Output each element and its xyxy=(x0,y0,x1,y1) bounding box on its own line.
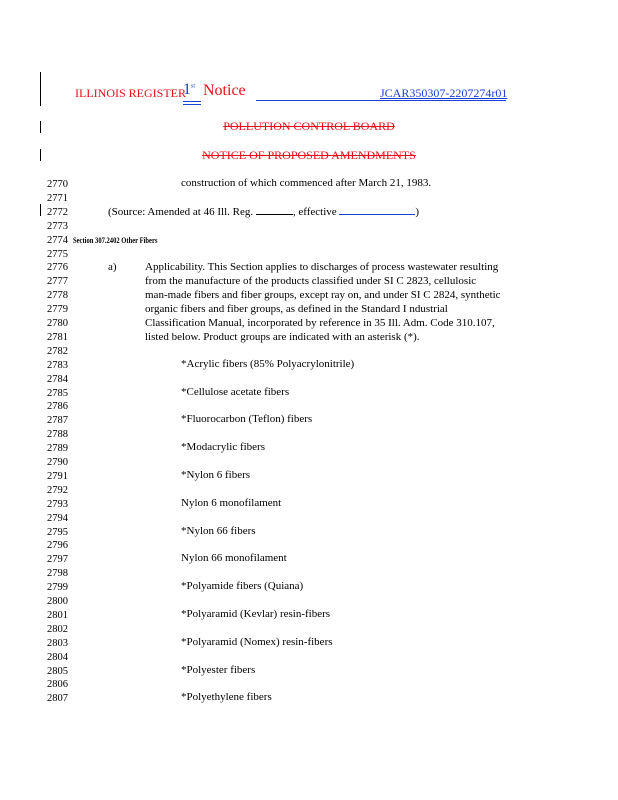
fiber-item: *Polyethylene fibers xyxy=(181,691,272,704)
fiber-item: *Nylon 66 fibers xyxy=(181,524,256,537)
line-number: 2771 xyxy=(47,192,68,204)
line-number: 2778 xyxy=(47,290,68,302)
line-number: 2798 xyxy=(47,568,68,580)
line-number: 2785 xyxy=(47,387,68,399)
fiber-item: *Polyaramid (Nomex) resin-fibers xyxy=(181,635,333,648)
source-note xyxy=(108,205,419,220)
line-number: 2799 xyxy=(47,582,68,594)
agency-name: POLLUTION CONTROL BOARD xyxy=(223,119,395,133)
line-number: 2774 xyxy=(47,234,68,246)
line-number: 2777 xyxy=(47,276,68,288)
line-number: 2807 xyxy=(47,693,68,705)
line-number: 2793 xyxy=(47,498,68,510)
line-number: 2783 xyxy=(47,359,68,371)
line-number: 2776 xyxy=(47,262,68,274)
source-text: (Source: Amended at 46 Ill. Reg. xyxy=(108,206,254,218)
fiber-item: Nylon 6 monofilament xyxy=(181,496,282,509)
line-number: 2801 xyxy=(47,609,68,621)
line-number: 2779 xyxy=(47,304,68,316)
change-bar xyxy=(40,72,41,106)
paragraph-label: a) xyxy=(108,261,117,273)
line-number: 2804 xyxy=(47,651,68,663)
paragraph-line: Applicability. This Section applies to discharges of process wastewater resulting xyxy=(145,261,499,273)
fiber-item: *Polyaramid (Kevlar) resin-fibers xyxy=(181,607,331,620)
line-number: 2780 xyxy=(47,318,68,329)
line-number: 2806 xyxy=(47,679,68,691)
register-page-blank xyxy=(256,205,293,215)
paragraph-line: man-made fibers and fiber groups, except ray on, and under SI C 2824, synthetic xyxy=(145,288,501,301)
source-effective: , effective xyxy=(292,206,337,218)
line-number: 2802 xyxy=(47,623,68,635)
paragraph-line: organic fibers and fiber groups, as defined in the Standard I ndustrial xyxy=(145,302,448,315)
fiber-item: *Polyamide fibers (Quiana) xyxy=(181,580,304,593)
line-number: 2792 xyxy=(47,484,68,496)
line-number: 2773 xyxy=(47,220,68,232)
notice-type: NOTICE OF PROPOSED AMENDMENTS xyxy=(202,148,416,162)
jcar-id: JCAR350307-2207274r01 xyxy=(380,86,508,100)
paragraph-line: Classification Manual, incorporated by reference in 35 Ill. Adm. Code 310.107, xyxy=(145,316,495,329)
line-number: 2795 xyxy=(47,526,68,538)
fiber-item: *Nylon 6 fibers xyxy=(181,468,251,481)
fiber-item: *Acrylic fibers (85% Polyacrylonitrile) xyxy=(181,357,355,370)
line-number: 2788 xyxy=(47,429,68,441)
line-number: 2772 xyxy=(47,206,68,218)
line-number: 2796 xyxy=(47,540,68,552)
fiber-item: *Modacrylic fibers xyxy=(181,441,265,454)
change-bar xyxy=(40,204,41,216)
source-close: ) xyxy=(415,206,420,218)
section-heading: Section 307.2402 Other Fibers xyxy=(73,236,158,245)
line-number: 2800 xyxy=(47,596,68,607)
fiber-item: Nylon 66 monofilament xyxy=(181,552,287,565)
line-number: 2781 xyxy=(47,331,68,343)
page-number xyxy=(183,81,195,99)
line-number: 2770 xyxy=(47,179,68,190)
fiber-item: *Cellulose acetate fibers xyxy=(181,385,290,398)
paragraph-line: from the manufacture of the products classified under SI C 2823, cellulosic xyxy=(145,274,477,287)
page-number-digit: 1 xyxy=(183,81,191,98)
header-rule-short xyxy=(183,101,201,102)
page-number-suffix: st xyxy=(191,83,196,90)
line-number: 2790 xyxy=(47,457,68,468)
fiber-item: *Fluorocarbon (Teflon) fibers xyxy=(181,413,313,426)
line-number: 2775 xyxy=(47,248,68,260)
line-number: 2782 xyxy=(47,345,68,357)
line-number: 2787 xyxy=(47,415,68,427)
line-number: 2789 xyxy=(47,443,68,455)
line-number: 2794 xyxy=(47,512,68,524)
line-number: 2784 xyxy=(47,373,68,385)
header-rule-short xyxy=(183,104,201,105)
fiber-item: *Polyester fibers xyxy=(181,663,256,676)
effective-date-blank xyxy=(339,205,415,215)
notice-label: Notice xyxy=(203,82,246,99)
body-line: construction of which commenced after March 21, 1983. xyxy=(181,177,432,189)
line-number: 2786 xyxy=(47,401,68,413)
line-number: 2791 xyxy=(47,470,68,482)
line-number: 2803 xyxy=(47,637,68,649)
register-title: ILLINOIS REGISTER xyxy=(75,86,186,100)
line-number: 2797 xyxy=(47,554,68,566)
paragraph-line: listed below. Product groups are indicated with an asterisk (*). xyxy=(145,330,420,343)
line-number: 2805 xyxy=(47,665,68,677)
